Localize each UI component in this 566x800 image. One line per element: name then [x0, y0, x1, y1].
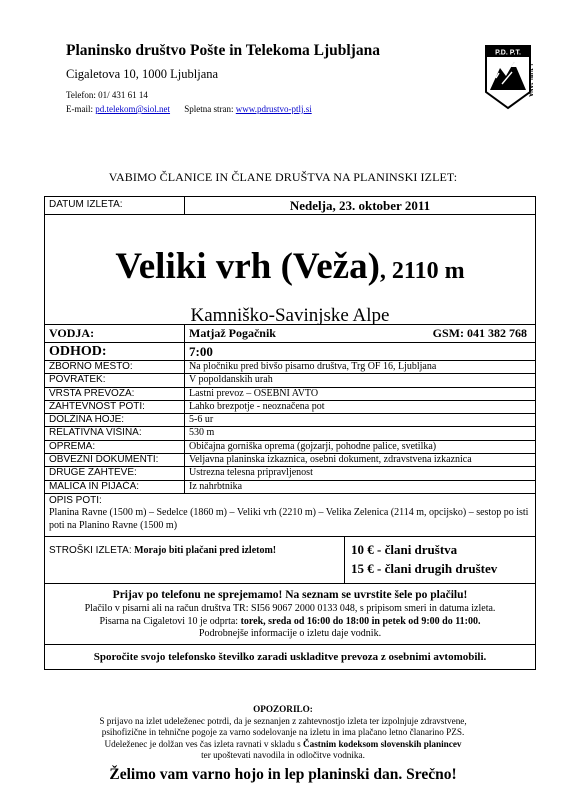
warning-block: [0, 704, 566, 762]
warning-line: psihofizične in tehnične pogoje za varno sodelovanje na izletu in ima plačano letno članarino PZS.: [101, 727, 465, 738]
detail-label: DOLŽINA HOJE:: [45, 414, 185, 426]
registration-headline: Prijav po telefonu ne sprejemamo! Na seznam se uvrstite šele po plačilu!: [112, 589, 468, 602]
date-label: DATUM IZLETA:: [45, 197, 185, 214]
detail-row: [45, 414, 535, 427]
departure-label: ODHOD:: [45, 343, 185, 360]
detail-row: [45, 388, 535, 401]
detail-row: [45, 467, 535, 480]
leader-label: VODJA:: [45, 325, 185, 342]
notice-row: [45, 645, 535, 669]
price-members: 10 € - člani društva: [351, 542, 458, 558]
more-info: Podrobnejše informacije o izletu daje vodnik.: [198, 628, 382, 640]
route-row: [45, 494, 535, 538]
departure-row: [45, 343, 535, 361]
detail-value: 530 m: [189, 427, 215, 439]
registration-row: [45, 584, 535, 645]
detail-row: [45, 361, 535, 374]
detail-label: DRUGE ZAHTEVE:: [45, 467, 185, 479]
detail-label: MALICA IN PIJAČA:: [45, 481, 185, 493]
detail-label: OPREMA:: [45, 441, 185, 453]
detail-label: POVRATEK:: [45, 374, 185, 386]
payment-info: Plačilo v pisarni ali na račun društva TR: SI56 9067 2000 0133 048, s pripisom smeri in datuma izleta.: [84, 603, 496, 615]
peak-name: Veliki vrh (Veža): [115, 246, 380, 287]
detail-value: Lahko brezpotje - neoznačena pot: [189, 400, 325, 412]
detail-row: [45, 454, 535, 467]
detail-label: VRSTA PREVOZA:: [45, 388, 185, 400]
detail-label: RELATIVNA VIŠINA:: [45, 427, 185, 439]
detail-value: Na pločniku pred bivšo pisarno društva, Trg OF 16, Ljubljana: [189, 361, 437, 372]
trip-title-block: [45, 215, 535, 325]
detail-row: [45, 374, 535, 387]
warning-line: ter upoštevati navodila in odločitve vodnika.: [201, 750, 365, 761]
leader-name: Matjaž Pogačnik: [189, 326, 276, 340]
detail-row: [45, 401, 535, 414]
svg-text:P.D. P.T.: P.D. P.T.: [495, 49, 521, 57]
detail-label: ZAHTEVNOST POTI:: [45, 401, 185, 413]
closing-wish: Želimo vam varno hojo in lep planinski dan. Srečno!: [109, 766, 457, 783]
detail-value: V popoldanskih urah: [189, 374, 273, 386]
detail-value: Veljavna planinska izkaznica, osebni dokument, zdravstvena izkaznica: [189, 454, 472, 466]
route-description: Planina Ravne (1500 m) – Sedelce (1860 m) – Veliki vrh (2210 m) – Velika Zelenica (2114 m, opcijsko) – sestop po isti poti na Planino Ravne (1500 m): [49, 507, 529, 531]
club-phone: Telefon: 01/ 431 61 14: [66, 90, 148, 100]
detail-row: [45, 427, 535, 440]
club-name: Planinsko društvo Pošte in Telekoma Ljubljana: [66, 42, 380, 59]
warning-title: OPOZORILO:: [253, 704, 313, 714]
office-hours: Pisarna na Cigaletovi 10 je odprta: torek, sreda od 16:00 do 18:00 in petek od 9:00 do 11:00.: [99, 615, 481, 627]
phone-notice: Sporočite svojo telefonsko številko zaradi uskladitve prevoza z osebnimi avtomobili.: [93, 650, 487, 663]
peak-altitude: , 2110 m: [379, 258, 465, 284]
costs-label: STROŠKI IZLETA:: [49, 545, 132, 557]
warning-line: Udeleženec je dolžan ves čas izleta ravnati v skladu s Častnim kodeksom slovenskih planincev: [104, 738, 462, 749]
detail-value: Iz nahrbtnika: [189, 480, 243, 492]
club-address: Cigaletova 10, 1000 Ljubljana: [66, 67, 219, 81]
peak-heading: [45, 245, 535, 288]
club-logo: [482, 42, 534, 110]
trip-date: Nedelja, 23. oktober 2011: [289, 198, 431, 213]
email-label: E-mail:: [66, 104, 93, 114]
costs-note: Morajo biti plačani pred izletom!: [134, 545, 277, 557]
leader-row: [45, 325, 535, 343]
detail-label: OBVEZNI DOKUMENTI:: [45, 454, 185, 466]
costs-row: [45, 537, 535, 584]
mountain-range: Kamniško-Savinjske Alpe: [190, 305, 390, 326]
warning-line: S prijavo na izlet udeleženec potrdi, da je seznanjen z zahtevnostjo izleta ter izpolnjuje zdravstvene,: [99, 715, 467, 726]
club-contacts: [66, 104, 312, 114]
departure-time: 7:00: [189, 344, 213, 359]
web-link[interactable]: www.pdrustvo-ptlj.si: [235, 104, 312, 114]
email-link[interactable]: pd.telekom@siol.net: [95, 104, 171, 114]
price-others: 15 € - člani drugih društev: [351, 561, 498, 577]
detail-row: [45, 481, 535, 494]
svg-text:LJUBLJANA: LJUBLJANA: [527, 64, 533, 97]
detail-value: Običajna gorniška oprema (gojzarji, pohodne palice, svetilka): [189, 440, 437, 452]
date-row: [45, 197, 535, 215]
detail-label: ZBORNO MESTO:: [45, 361, 185, 373]
invitation-heading: VABIMO ČLANICE IN ČLANE DRUŠTVA NA PLANINSKI IZLET:: [108, 170, 458, 184]
detail-value: Ustrezna telesna pripravljenost: [189, 467, 313, 479]
leader-gsm: GSM: 041 382 768: [432, 326, 527, 340]
detail-row: [45, 441, 535, 454]
route-label: OPIS POTI:: [49, 494, 102, 506]
trip-info-sheet: [44, 196, 536, 670]
web-label: Spletna stran:: [184, 104, 234, 114]
detail-value: 5-6 ur: [189, 414, 214, 426]
detail-value: Lastni prevoz – OSEBNI AVTO: [189, 387, 319, 399]
